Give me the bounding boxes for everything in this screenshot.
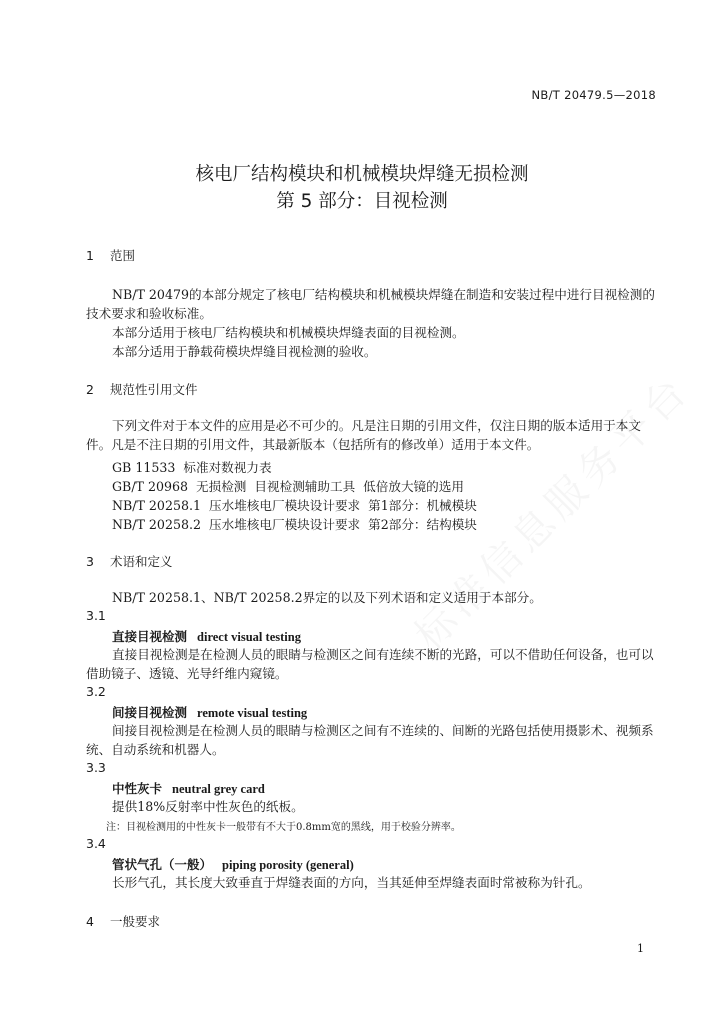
scope-paragraph-1: NB/T 20479的本部分规定了核电厂结构模块和机械模块焊缝在制造和安装过程中进行目视检测的技术要求和验收标准。 <box>86 287 655 321</box>
term-heading <box>112 703 307 721</box>
reference-item: GB 11533 标准对数视力表 <box>112 460 272 475</box>
reference-item: GB/T 20968 无损检测 目视检测辅助工具 低倍放大镜的选用 <box>112 479 464 494</box>
term-chinese: 管状气孔（一般） <box>112 857 213 872</box>
term-definition: 提供18%反射率中性灰色的纸板。 <box>112 799 304 814</box>
term-definition: 长形气孔，其长度大致垂直于焊缝表面的方向，当其延伸至焊缝表面时常被称为针孔。 <box>112 875 591 890</box>
term-chinese: 中性灰卡 <box>112 781 163 796</box>
term-chinese: 直接目视检测 <box>112 629 188 644</box>
section-number: 1 <box>86 248 94 263</box>
section-2-heading <box>86 380 198 398</box>
term-english: piping porosity (general) <box>222 858 354 872</box>
term-english: remote visual testing <box>197 706 308 720</box>
term-number: 3.1 <box>86 608 106 623</box>
section-number: 3 <box>86 554 94 569</box>
references-intro: 下列文件对于本文件的应用是必不可少的。凡是注日期的引用文件，仅注日期的版本适用于本文件。凡是不注日期的引用文件，其最新版本（包括所有的修改单）适用于本文件。 <box>86 418 641 452</box>
term-heading <box>112 627 301 645</box>
scope-paragraph-3: 本部分适用于静载荷模块焊缝目视检测的验收。 <box>112 344 377 359</box>
document-subtitle: 第 5 部分：目视检测 <box>276 191 448 212</box>
term-number: 3.3 <box>86 760 106 775</box>
document-title: 核电厂结构模块和机械模块焊缝无损检测 <box>195 164 529 185</box>
section-1-heading <box>86 246 135 264</box>
section-title: 一般要求 <box>109 914 160 929</box>
standard-code: NB/T 20479.5—2018 <box>531 88 656 102</box>
section-title: 术语和定义 <box>109 554 173 569</box>
reference-item: NB/T 20258.2 压水堆核电厂模块设计要求 第2部分：结构模块 <box>112 517 477 532</box>
term-number: 3.2 <box>86 684 106 699</box>
term-heading <box>112 855 354 873</box>
term-note: 注：目视检测用的中性灰卡一般带有不大于0.8mm宽的黑线，用于校验分辨率。 <box>106 822 461 833</box>
section-number: 2 <box>86 382 94 397</box>
term-definition: 直接目视检测是在检测人员的眼睛与检测区之间有连续不断的光路，可以不借助任何设备，也可以借助镜子、透镜、光导纤维内窥镜。 <box>86 647 654 681</box>
section-3-heading <box>86 552 173 570</box>
term-definition: 间接目视检测是在检测人员的眼睛与检测区之间有不连续的、间断的光路包括使用摄影术、视频系统、自动系统和机器人。 <box>86 723 654 757</box>
page-number: 1 <box>637 942 644 955</box>
terms-intro: NB/T 20258.1、NB/T 20258.2界定的以及下列术语和定义适用于本部分。 <box>112 590 542 605</box>
term-heading <box>112 779 265 797</box>
term-number: 3.4 <box>86 836 106 851</box>
term-english: neutral grey card <box>172 782 265 796</box>
section-number: 4 <box>86 914 94 929</box>
section-4-heading <box>86 912 160 930</box>
section-title: 范围 <box>109 248 135 263</box>
scope-paragraph-2: 本部分适用于核电厂结构模块和机械模块焊缝表面的目视检测。 <box>112 325 465 340</box>
term-english: direct visual testing <box>197 630 301 644</box>
section-title: 规范性引用文件 <box>109 382 198 397</box>
term-chinese: 间接目视检测 <box>112 705 188 720</box>
reference-item: NB/T 20258.1 压水堆核电厂模块设计要求 第1部分：机械模块 <box>112 498 477 513</box>
